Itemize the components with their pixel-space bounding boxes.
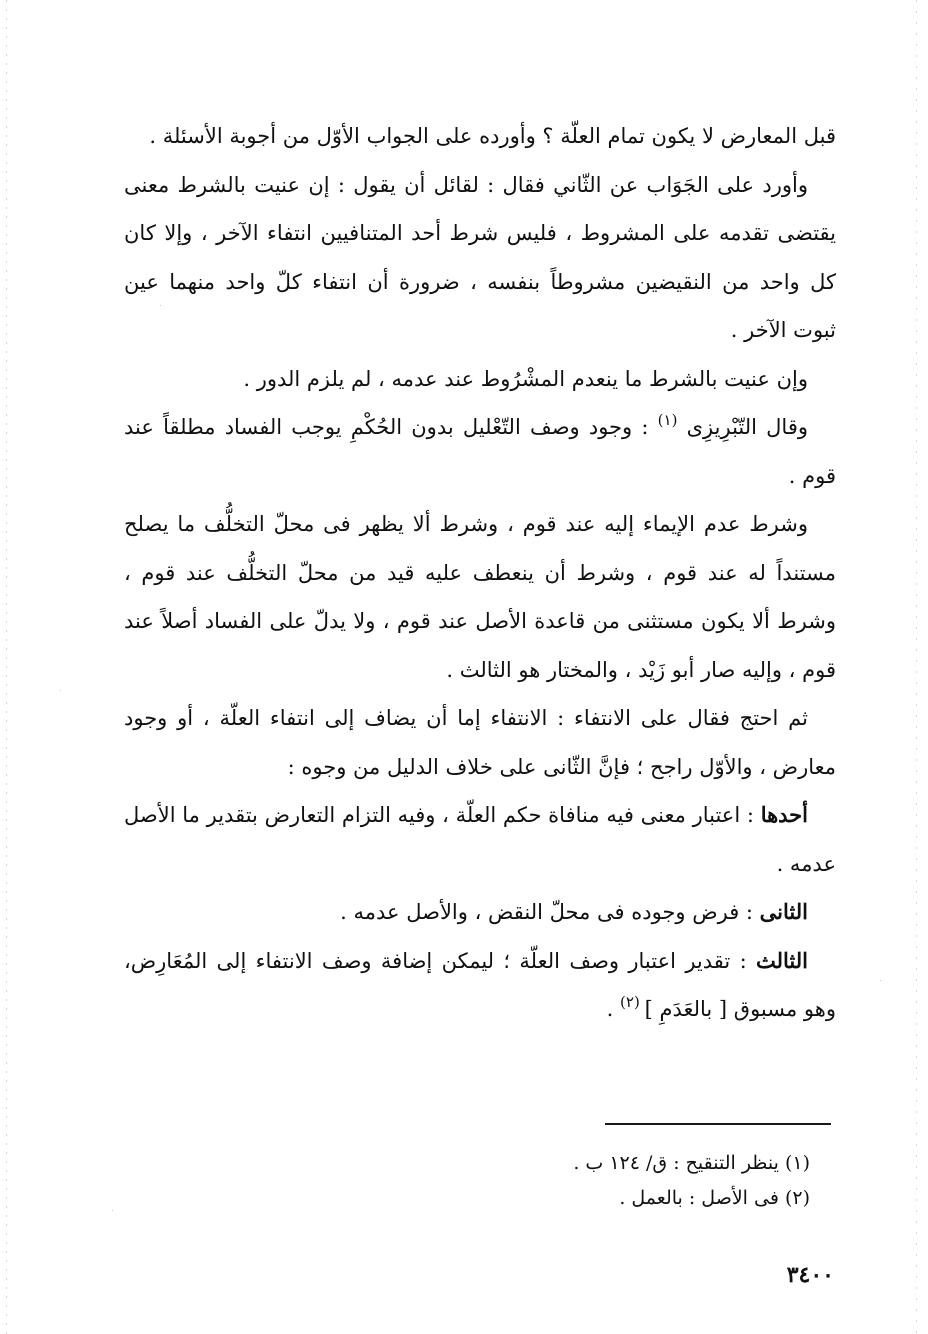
scan-edge-right <box>916 0 917 1334</box>
paragraph-7-lead: أحدها <box>760 802 808 827</box>
main-text <box>124 112 836 1034</box>
paragraph-8-lead: الثانى <box>759 899 808 924</box>
paragraph-9-after: . <box>606 997 621 1021</box>
paragraph-6-text: ثم احتج فقال على الانتفاء : الانتفاء إما أن يضاف إلى انتفاء العلّة ، أو وجود معارض ، والأوّل راجح ؛ فإنَّ الثّانى على خلاف الدليل من وجوه : <box>124 706 836 779</box>
paragraph-8 <box>124 888 836 937</box>
footnote-2: (٢) فى الأصل : بالعمل . <box>619 1187 810 1209</box>
paragraph-7-text: : اعتبار معنى فيه منافاة حكم العلّة ، وفيه التزام التعارض بتقدير ما الأصل عدمه . <box>124 803 836 876</box>
paragraph-7 <box>124 791 836 888</box>
paragraph-9 <box>124 937 836 1034</box>
paragraph-3-text: وإن عنيت بالشرط ما ينعدم المشْرُوط عند عدمه ، لم يلزم الدور . <box>243 366 808 391</box>
paragraph-4-before: وقال التّبْرِيزِى <box>686 415 808 439</box>
paragraph-2 <box>124 161 836 355</box>
scan-speck <box>60 690 61 691</box>
footnotes <box>420 1146 810 1216</box>
scan-speck <box>112 1210 113 1211</box>
paragraph-3 <box>124 355 836 404</box>
footnote-ref-2: (٢) <box>620 993 645 1011</box>
paragraph-6 <box>124 694 836 791</box>
paragraph-4 <box>124 403 836 500</box>
paragraph-9-text: : تقدير اعتبار وصف العلّة ؛ ليمكن إضافة وصف الانتفاء إلى المُعَارِض، وهو مسبوق [ بالعَدَمِ ] <box>124 948 836 1021</box>
paragraph-2-text: وأورد على الجَوَاب عن الثّاني فقال : لقائل أن يقول : إن عنيت بالشرط معنى يقتضى تقدمه على المشروط ، فليس شرط أحد المتنافيين انتفاء الآخر ، وإلا كان كل واحد من النقيضين مشروطاً بنفسه ، ضرورة أن انتفاء كلّ واحد منهما عين ثبوت الآخر . <box>124 172 836 342</box>
paragraph-5 <box>124 500 836 694</box>
footnote-1: (١) ينظر التنقيح : ق/ ١٢٤ ب . <box>573 1152 810 1174</box>
paragraph-1-text: قبل المعارض لا يكون تمام العلّة ؟ وأورده على الجواب الأوّل من أجوبة الأسئلة . <box>149 124 836 148</box>
paragraph-1 <box>124 112 836 161</box>
paragraph-8-text: : فرض وجوده فى محلّ النقض ، والأصل عدمه . <box>340 900 760 924</box>
scan-edge-left <box>6 0 7 1334</box>
scan-speck <box>880 980 881 981</box>
footnote-ref-1: (١) <box>657 411 678 429</box>
page-number: ٣٤٠٠ <box>786 1262 834 1288</box>
paragraph-4-after: : وجود وصف التّعْليل بدون الحُكْمِ يوجب الفساد مطلقاً عند قوم . <box>124 415 836 488</box>
footnote-separator <box>605 1123 831 1125</box>
paragraph-9-lead: الثالث <box>756 947 808 973</box>
paragraph-5-text: وشرط عدم الإيماء إليه عند قوم ، وشرط ألا يظهر فى محلّ التخلُّف ما يصلح مستنداً له عند قوم ، وشرط أن ينعطف عليه قيد من محلّ التخلُّف عند قوم ، وشرط ألا يكون مستثنى من قاعدة الأصل عند قوم ، ولا يدلّ على الفساد أصلاً عند قوم ، وإليه صار أبو زَيْد ، والمختار هو الثالث . <box>124 512 836 682</box>
